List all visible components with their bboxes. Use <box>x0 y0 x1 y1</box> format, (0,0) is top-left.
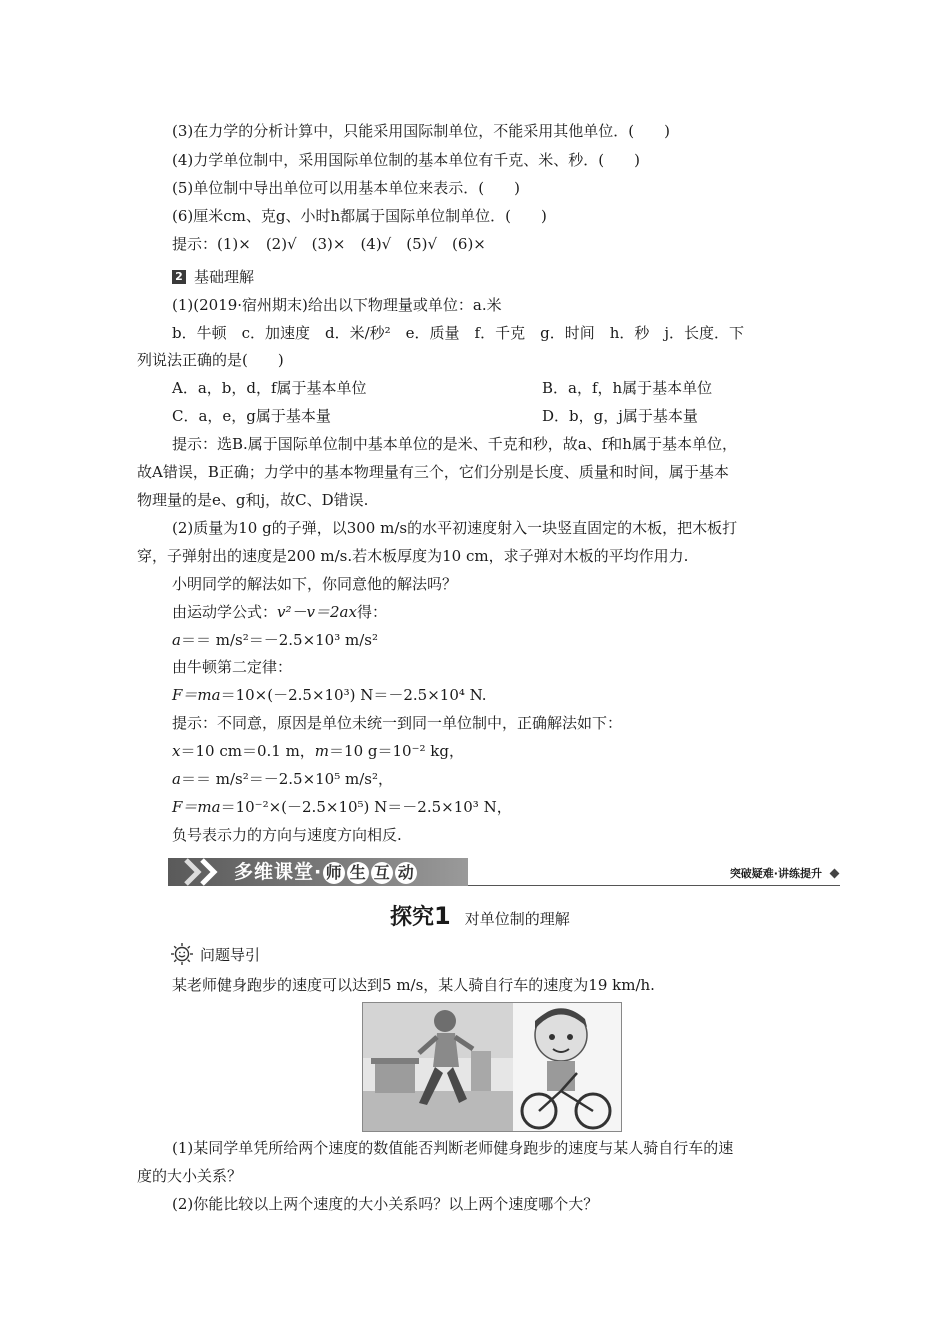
banner-char: 师 <box>323 862 345 884</box>
question-guide-heading <box>170 942 260 966</box>
q1-stem: (1)(2019·宿州期末)给出以下物理量或单位：a.米 <box>172 296 502 314</box>
illustration-runner-and-cyclist <box>362 1002 622 1132</box>
q1-option-c: C．a，e，g属于基本量 <box>172 407 331 425</box>
formula-text: 由运动学公式： <box>172 603 278 621</box>
q2-conclusion: 负号表示力的方向与速度方向相反. <box>172 826 402 844</box>
q2-formula-2 <box>172 630 378 650</box>
formula-text: ＝10⁻²×(－2.5×10⁵) N＝－2.5×10³ N， <box>220 798 512 816</box>
banner-char: 生 <box>347 862 369 884</box>
section-basic-understanding <box>172 266 254 287</box>
explore-label: 探究 <box>390 905 435 930</box>
question-guide-title: 问题导引 <box>200 945 261 964</box>
q2-formula-6 <box>172 797 512 817</box>
formula-symbol: a <box>172 631 181 649</box>
review-q6: (6)厘米cm、克g、小时h都属于国际单位制单位．( ) <box>172 207 547 225</box>
section-banner <box>168 856 840 888</box>
question-guide-p2: (2)你能比较以上两个速度的大小关系吗？以上两个速度哪个大？ <box>172 1195 599 1213</box>
banner-subtitle: 突破疑难·讲练提升 <box>729 867 822 880</box>
q1-hint-3: 物理量的是e、g和j，故C、D错误. <box>137 491 369 509</box>
q2-formula-1 <box>172 602 387 622</box>
banner-char: 动 <box>395 862 417 884</box>
formula-math: v²－v＝2ax <box>277 603 357 621</box>
formula-symbol: x <box>172 742 181 760</box>
diamond-icon <box>830 869 840 879</box>
q2-hint: 提示：不同意，原因是单位未统一到同一单位制中，正确解法如下： <box>172 714 623 732</box>
q1-option-a: A．a，b，d，f属于基本单位 <box>172 379 367 397</box>
banner-title-text: 多维课堂 <box>234 861 315 883</box>
q1-option-b: B．a，f，h属于基本单位 <box>542 379 713 397</box>
q1-items: b．牛顿 c．加速度 d．米/秒² e．质量 f．千克 g．时间 h．秒 j．长度．下 <box>172 324 745 342</box>
review-q3: (3)在力学的分析计算中，只能采用国际制单位，不能采用其他单位．( ) <box>172 122 670 140</box>
banner-dot: · <box>314 861 323 883</box>
q1-option-d: D．b，g，j属于基本量 <box>542 407 698 425</box>
review-q4: (4)力学单位制中，采用国际单位制的基本单位有千克、米、秒．( ) <box>172 151 640 169</box>
review-hint: 提示：(1)× (2)√ (3)× (4)√ (5)√ (6)× <box>172 235 486 253</box>
q2-question: 小明同学的解法如下，你同意他的解法吗？ <box>172 575 458 593</box>
banner-title <box>234 860 418 884</box>
banner-rule <box>468 885 840 886</box>
formula-symbol: F＝ma <box>172 798 221 816</box>
explore-heading <box>390 900 570 931</box>
explore-title: 对单位制的理解 <box>464 910 570 928</box>
q2-formula-5 <box>172 769 393 789</box>
formula-text: ＝10 cm＝0.1 m， <box>180 742 315 760</box>
q1-hint-1: 提示：选B.属于国际单位制中基本单位的是米、千克和秒，故a、f和h属于基本单位， <box>172 435 737 453</box>
explore-number: 1 <box>434 902 451 930</box>
q2-formula-3 <box>172 685 487 705</box>
q1-hint-2: 故A错误，B正确；力学中的基本物理量有三个，它们分别是长度、质量和时间，属于基本 <box>137 463 729 481</box>
question-guide-p1a: (1)某同学单凭所给两个速度的数值能否判断老师健身跑步的速度与某人骑自行车的速 <box>172 1139 734 1157</box>
formula-text: ＝＝ m/s²＝－2.5×10⁵ m/s²， <box>180 770 393 788</box>
q2-stem-2: 穿，子弹射出的速度是200 m/s.若木板厚度为10 cm，求子弹对木板的平均作用力. <box>137 547 689 565</box>
q2-newton-label: 由牛顿第二定律： <box>172 658 293 676</box>
q2-stem-1: (2)质量为10 g的子弹，以300 m/s的水平初速度射入一块竖直固定的木板，把木板打 <box>172 519 738 537</box>
formula-text: ＝10×(－2.5×10³) N＝－2.5×10⁴ N. <box>220 686 487 704</box>
section-title: 基础理解 <box>194 268 255 286</box>
question-guide-p1b: 度的大小关系？ <box>137 1167 243 1185</box>
question-guide-text: 某老师健身跑步的速度可以达到5 m/s，某人骑自行车的速度为19 km/h. <box>172 976 655 994</box>
illustration-image <box>363 1003 621 1131</box>
q1-stem-cont: 列说法正确的是( ) <box>137 351 284 369</box>
sun-face-icon <box>170 942 194 966</box>
review-q5: (5)单位制中导出单位可以用基本单位来表示．( ) <box>172 179 520 197</box>
banner-char: 互 <box>371 862 393 884</box>
formula-text: 得： <box>356 603 387 621</box>
formula-text: ＝10 g＝10⁻² kg， <box>329 742 464 760</box>
formula-symbol: F＝ma <box>172 686 221 704</box>
section-number-badge: 2 <box>172 270 186 284</box>
q2-formula-4 <box>172 741 464 761</box>
formula-symbol: m <box>314 742 330 760</box>
formula-symbol: a <box>172 770 181 788</box>
chevron-right-icon <box>182 858 232 886</box>
formula-text: ＝＝ m/s²＝－2.5×10³ m/s² <box>180 631 378 649</box>
